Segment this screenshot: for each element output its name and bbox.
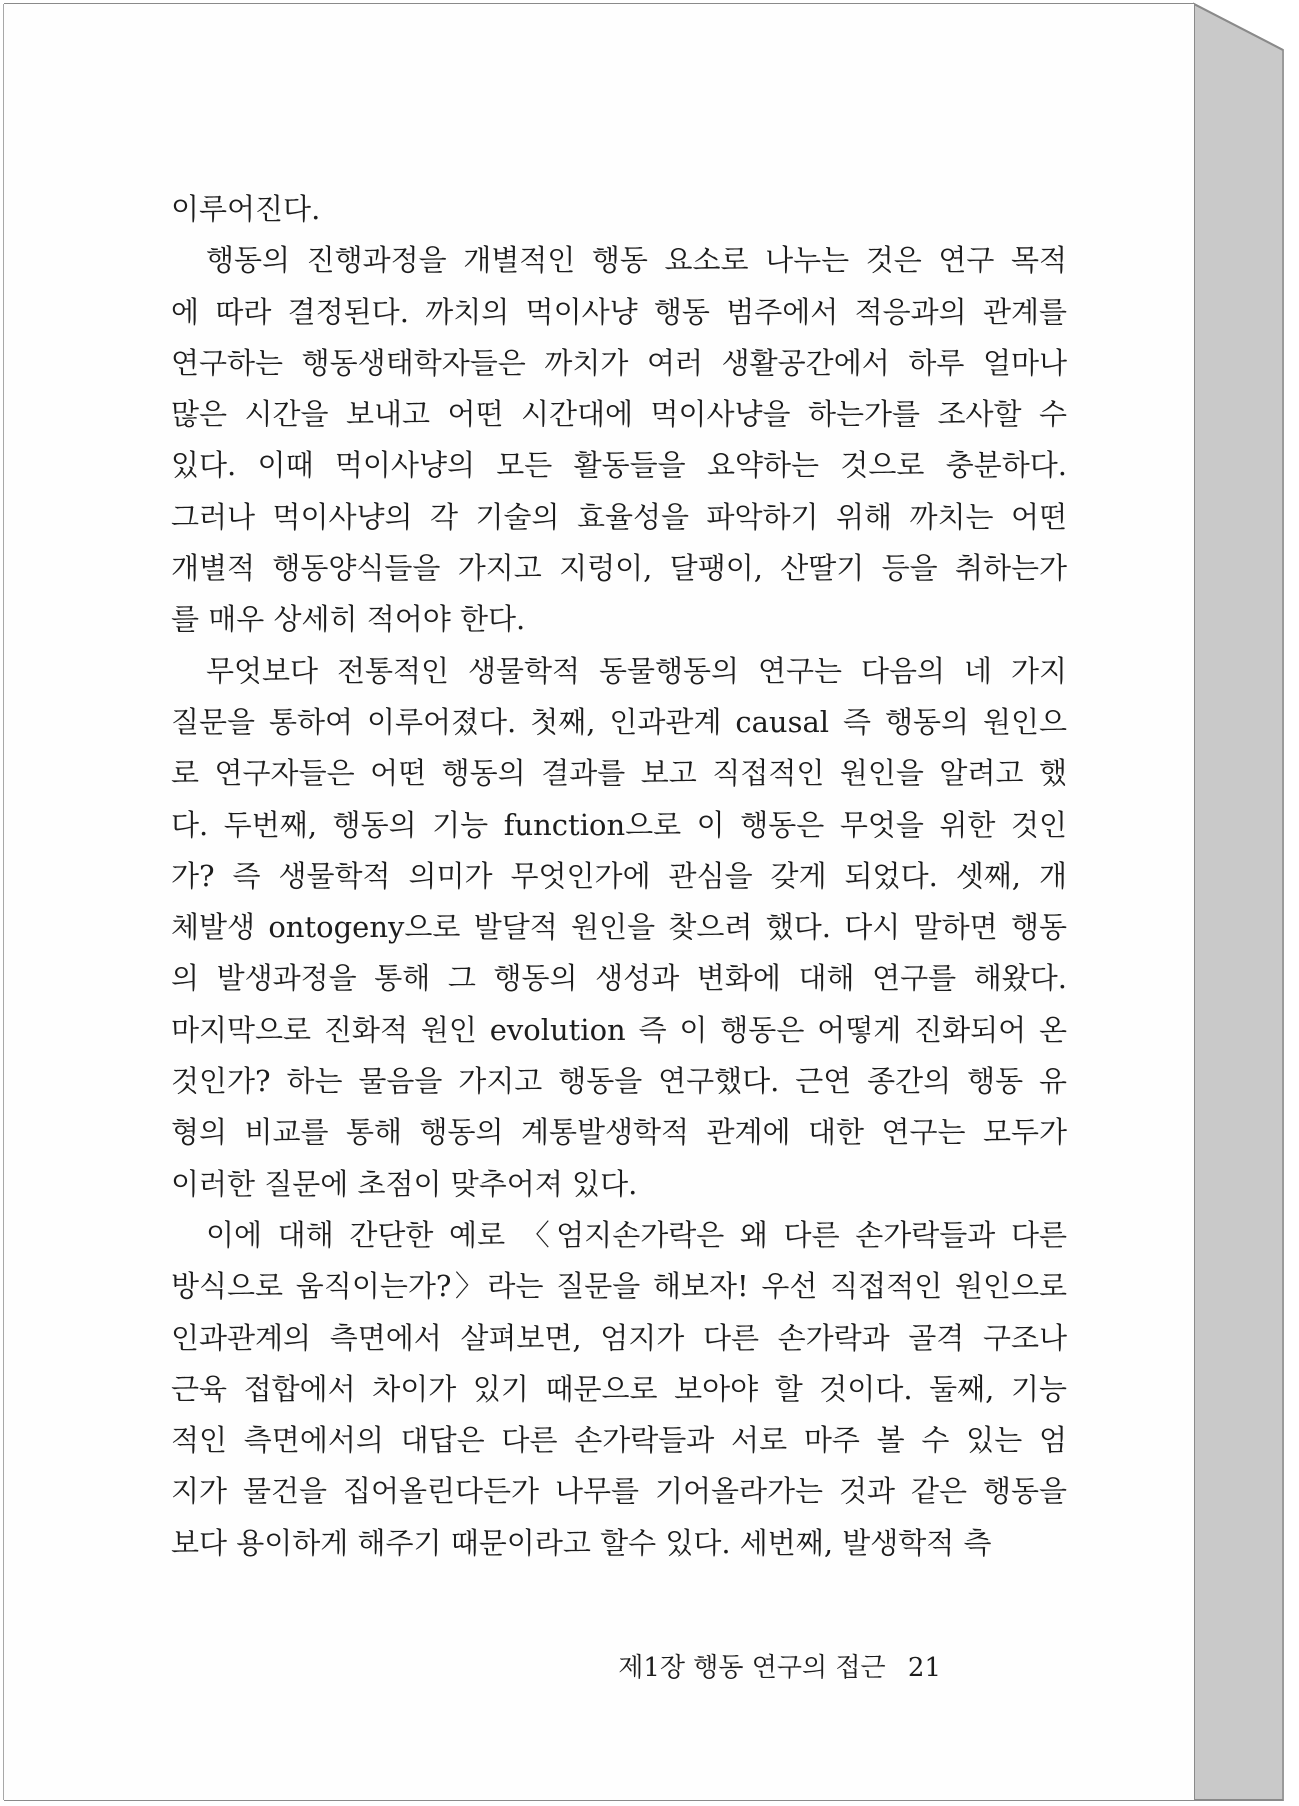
text-line: 질문을 통하여 이루어졌다. 첫째, 인과관계 causal 즉 행동의 원인으	[171, 704, 1067, 739]
text-line: 것인가? 하는 물음을 가지고 행동을 연구했다. 근연 종간의 행동 유	[171, 1064, 1067, 1099]
text-line: 이러한 질문에 초점이 맞추어져 있다.	[171, 1166, 638, 1201]
text-line: 다. 두번째, 행동의 기능 function으로 이 행동은 무엇을 위한 것인	[171, 807, 1067, 842]
text-line: 많은 시간을 보내고 어떤 시간대에 먹이사냥을 하는가를 조사할 수	[171, 397, 1067, 432]
text-line: 있다. 이때 먹이사냥의 모든 활동들을 요약하는 것으로 충분하다.	[171, 448, 1067, 483]
text-line: 그러나 먹이사냥의 각 기술의 효율성을 파악하기 위해 까치는 어떤	[171, 499, 1067, 534]
paragraph	[171, 1210, 1067, 1569]
text-line: 체발생 ontogeny으로 발달적 원인을 찾으려 했다. 다시 말하면 행동	[171, 910, 1067, 945]
paragraph	[171, 184, 1067, 235]
text-line: 인과관계의 측면에서 살펴보면, 엄지가 다른 손가락과 골격 구조나	[171, 1320, 1067, 1355]
text-line: 보다 용이하게 해주기 때문이라고 할수 있다. 세번째, 발생학적 측	[171, 1525, 992, 1560]
text-line: 로 연구자들은 어떤 행동의 결과를 보고 직접적인 원인을 알려고 했	[171, 756, 1067, 791]
text-line: 지가 물건을 집어올린다든가 나무를 기어올라가는 것과 같은 행동을	[171, 1474, 1067, 1509]
text-line: 개별적 행동양식들을 가지고 지렁이, 달팽이, 산딸기 등을 취하는가	[171, 551, 1067, 586]
text-line: 가? 즉 생물학적 의미가 무엇인가에 관심을 갖게 되었다. 셋째, 개	[171, 858, 1067, 893]
text-line: 이에 대해 간단한 예로 〈엄지손가락은 왜 다른 손가락들과 다른	[206, 1217, 1067, 1252]
text-line: 행동의 진행과정을 개별적인 행동 요소로 나누는 것은 연구 목적	[206, 243, 1067, 278]
book-side-edge	[1194, 4, 1283, 1800]
text-line: 적인 측면에서의 대답은 다른 손가락들과 서로 마주 볼 수 있는 엄	[171, 1423, 1067, 1458]
text-line: 형의 비교를 통해 행동의 계통발생학적 관계에 대한 연구는 모두가	[171, 1115, 1067, 1150]
paragraph	[171, 646, 1067, 1210]
text-line: 에 따라 결정된다. 까치의 먹이사냥 행동 범주에서 적응과의 관계를	[171, 294, 1067, 329]
running-footer	[618, 1647, 941, 1684]
text-line: 를 매우 상세히 적어야 한다.	[171, 602, 526, 637]
text-line: 방식으로 움직이는가?〉라는 질문을 해보자! 우선 직접적인 원인으로	[171, 1269, 1067, 1304]
text-line: 무엇보다 전통적인 생물학적 동물행동의 연구는 다음의 네 가지	[206, 653, 1067, 688]
text-line: 의 발생과정을 통해 그 행동의 생성과 변화에 대해 연구를 해왔다.	[171, 961, 1067, 996]
text-line: 근육 접합에서 차이가 있기 때문으로 보아야 할 것이다. 둘째, 기능	[171, 1371, 1067, 1406]
text-line: 마지막으로 진화적 원인 evolution 즉 이 행동은 어떻게 진화되어 온	[171, 1012, 1067, 1047]
text-line: 연구하는 행동생태학자들은 까치가 여러 생활공간에서 하루 얼마나	[171, 345, 1067, 380]
document-page	[4, 4, 1194, 1800]
page-number: 21	[907, 1653, 941, 1683]
text-line: 이루어진다.	[171, 192, 321, 226]
body-text	[171, 184, 1067, 1569]
paragraph	[171, 235, 1067, 645]
footer-chapter-title: 제1장 행동 연구의 접근	[618, 1653, 886, 1683]
